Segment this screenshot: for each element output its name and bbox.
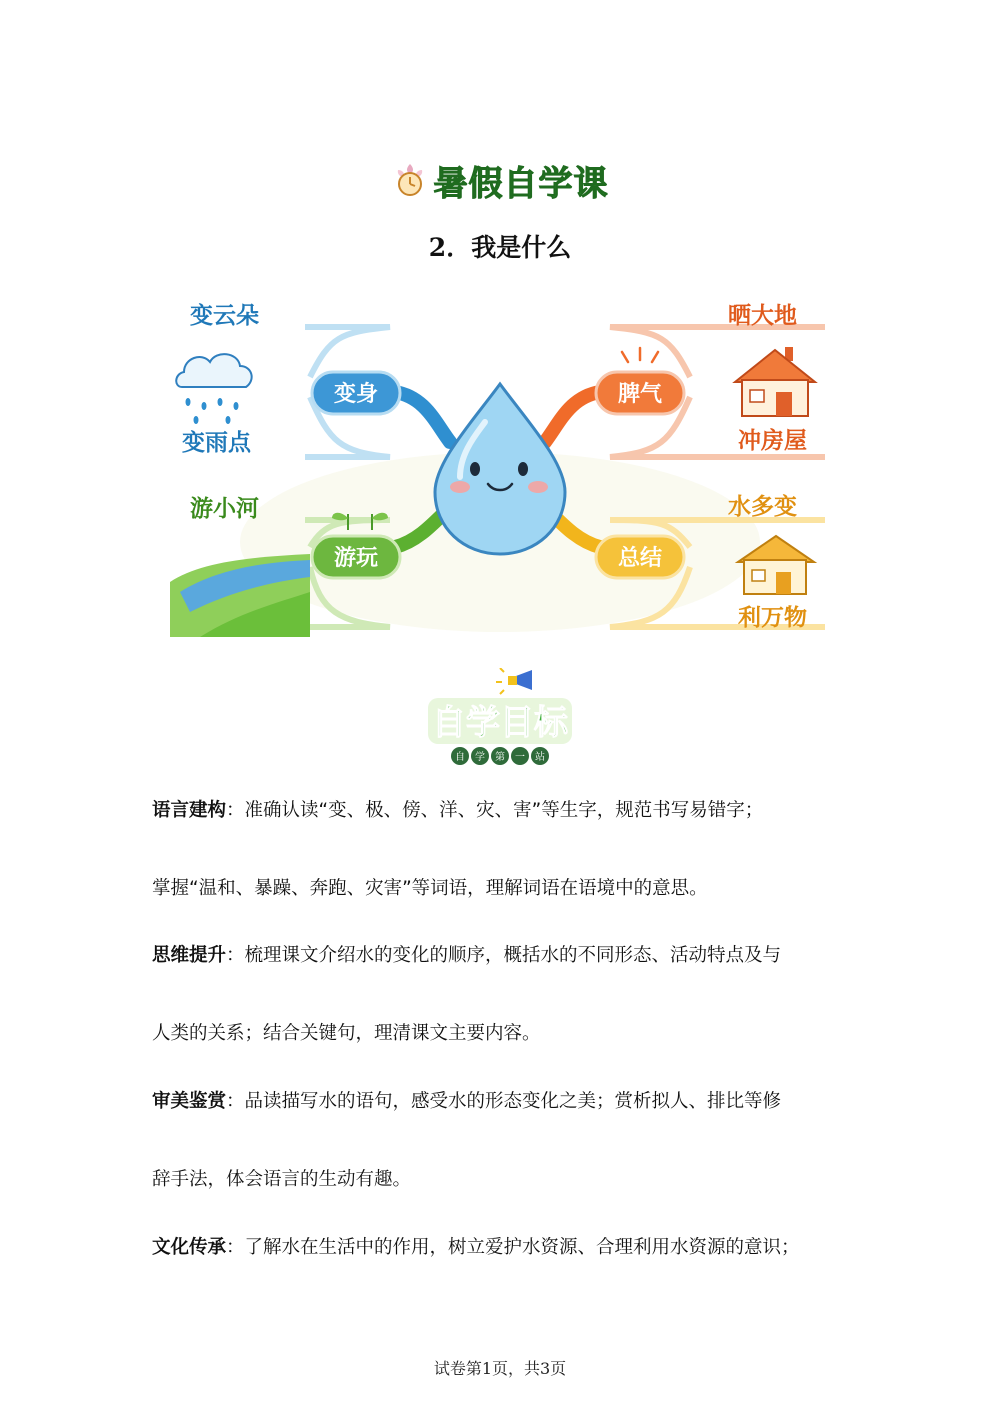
goal-thinking-line2: 人类的关系；结合关键句，理清课文主要内容。 [152,1023,541,1044]
goal-label: 语言建构 [152,800,227,821]
badge-chip-5: 站 [535,752,545,763]
goal-separator: ： [226,1237,245,1258]
goal-text: 梳理课文介绍水的变化的顺序，概括水的不同形态、活动特点及与 [244,945,782,966]
leaf-cloud-text: 变云朵 [190,303,259,329]
clock-flower-icon [392,162,428,198]
goal-separator: ： [226,945,245,966]
goal-language-line1 [152,799,852,823]
lesson-title: 2．我是什么 [428,233,572,262]
goal-label: 审美鉴赏 [152,1091,227,1112]
badge-title: 自学目标 [432,703,568,743]
goal-aesthetic-line1 [152,1090,852,1114]
goal-text: 准确认读“变、极、傍、洋、灾、害”等生字，规范书写易错字； [244,800,764,821]
goal-label: 文化传承 [152,1237,227,1258]
mind-map [160,292,840,652]
goal-label: 思维提升 [152,945,227,966]
badge-chip-2: 学 [475,752,485,763]
goal-aesthetic-line2: 辞手法，体会语言的生动有趣。 [152,1169,412,1190]
leaf-sun-text: 晒大地 [728,303,797,329]
megaphone-icon [496,668,532,694]
branch-label-summary: 总结 [617,546,663,571]
goal-separator: ： [226,800,245,821]
branch-label-play: 游玩 [333,546,379,571]
goal-text: 品读描写水的语句，感受水的形态变化之美；赏析拟人、排比等修 [244,1091,782,1112]
goal-language-line2: 掌握“温和、暴躁、奔跑、灾害”等词语，理解词语在语境中的意思。 [152,878,708,899]
badge-chip-4: 一 [515,752,525,763]
goal-text: 了解水在生活中的作用，树立爱护水资源、合理利用水资源的意识； [244,1237,800,1258]
goal-thinking-line1 [152,944,852,968]
branch-label-transform: 变身 [333,382,379,407]
banner-title: 暑假自学课 [433,163,609,204]
leaf-house-text: 冲房屋 [738,428,807,454]
leaf-benefit-text: 利万物 [738,605,807,631]
goal-separator: ： [226,1091,245,1112]
badge-chips [451,747,549,765]
leaf-river-text: 游小河 [190,496,259,522]
leaf-changes-text: 水多变 [728,494,797,520]
page-footer: 试卷第1页，共3页 [433,1359,567,1378]
course-banner [0,155,1000,205]
goal-culture-line1 [152,1236,852,1260]
badge-chip-3: 第 [495,752,505,763]
self-study-goal-badge [420,668,580,768]
badge-chip-1: 自 [455,752,465,763]
leaf-raindrop-text: 变雨点 [182,430,251,456]
branch-label-temper: 脾气 [617,382,663,407]
